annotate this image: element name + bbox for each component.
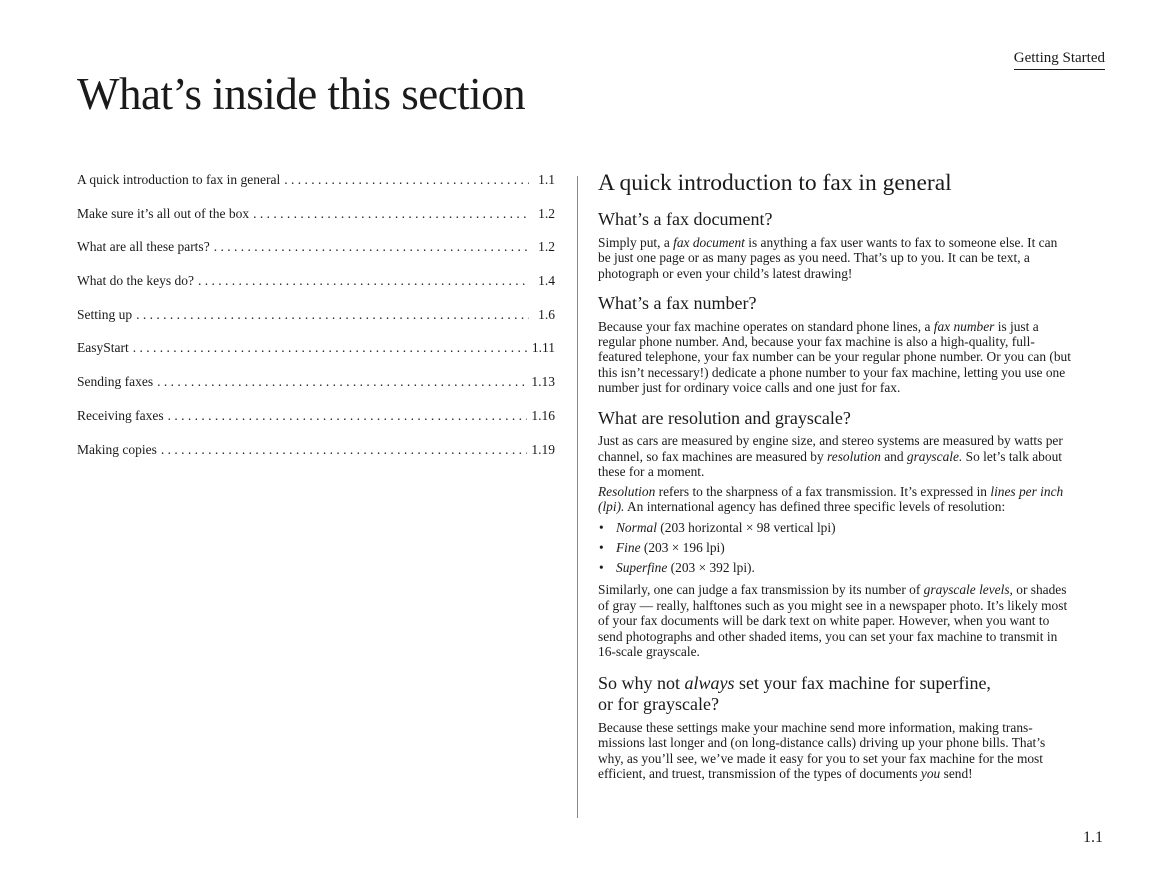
toc-item-label: Making copies [77, 441, 157, 457]
emphasis-text: fax number [933, 318, 995, 334]
text-run: or shades of gray — really, halftones such as you might see in a newspaper photo. It’s likely most of your fax documents will be dark text on white paper. However, when you want to send photographs and other shaded items, you can set your fax machine to transmit in 16-scale grayscale. [598, 582, 1068, 659]
text-run: An international agency has defined three specific levels of resolution: [624, 498, 1006, 514]
text-run: Because your fax machine operates on standard phone lines, a [598, 318, 934, 334]
emphasis-text: grayscale. [906, 448, 963, 464]
section-heading-why-not-always [598, 673, 1072, 714]
text-run: Similarly, one can judge a fax transmission by its number of [598, 582, 924, 598]
toc-item-label: EasyStart [77, 340, 129, 356]
toc-item[interactable] [77, 239, 555, 273]
section-label: Getting Started [1014, 50, 1105, 70]
toc-leader-dots [198, 273, 529, 289]
toc-item-page: 1.16 [531, 407, 555, 423]
emphasis-text: Superfine [616, 560, 668, 576]
toc-item-label: Make sure it’s all out of the box [77, 205, 250, 221]
toc-item-page: 1.19 [531, 441, 555, 457]
toc-item-page: 1.4 [538, 273, 555, 289]
emphasis-text: Fine [616, 540, 641, 556]
paragraph-grayscale [598, 582, 1072, 659]
toc-item-page: 1.2 [538, 205, 555, 221]
toc-item-page: 1.1 [538, 172, 555, 187]
emphasis-text: resolution [827, 448, 881, 464]
toc-leader-dots [133, 340, 528, 356]
list-item [598, 538, 1072, 558]
toc-item[interactable] [77, 172, 555, 206]
text-run: send! [940, 765, 973, 781]
text-run: (203 × 392 lpi). [667, 560, 755, 576]
paragraph-resolution-intro [598, 433, 1072, 479]
toc-item[interactable] [77, 442, 555, 476]
text-run: So why not [598, 673, 685, 694]
toc-item-label: Setting up [77, 306, 133, 322]
toc-leader-dots [136, 307, 529, 323]
emphasis-text: lines per inch (lpi). [598, 483, 1064, 514]
page-number: 1.1 [1083, 829, 1103, 846]
toc-item-page: 1.11 [531, 340, 555, 356]
toc-leader-dots [157, 374, 527, 390]
text-run: set your fax machine for superfine, [734, 673, 991, 694]
bullet-dot-icon: • [599, 560, 604, 576]
toc-leader-dots [284, 172, 529, 188]
text-run: and [880, 448, 907, 464]
emphasis-text: fax document [673, 234, 745, 250]
toc-item[interactable] [77, 273, 555, 307]
text-run: is anything a fax user wants to fax to someone else. It can be just one page or as many pages as you need. That’s up to you. It can be text, a photograph or even your child’s latest drawing! [598, 234, 1058, 281]
text-run: (203 horizontal × 98 vertical lpi) [656, 520, 836, 536]
paragraph-why-not-always [598, 720, 1072, 782]
toc-item-label: A quick introduction to fax in general [77, 172, 281, 187]
toc-item[interactable] [77, 374, 555, 408]
list-item [598, 518, 1072, 538]
text-run: So let’s talk about these for a moment. [598, 448, 1062, 480]
toc-item-label: What do the keys do? [77, 273, 194, 289]
emphasis-text: Resolution [598, 483, 656, 499]
toc-item[interactable] [77, 206, 555, 240]
toc-leader-dots [168, 408, 528, 424]
toc-item-page: 1.6 [538, 306, 555, 322]
toc-item[interactable] [77, 408, 555, 442]
toc-item-label: Sending faxes [77, 374, 154, 390]
emphasis-text: always [684, 673, 735, 694]
bullet-dot-icon: • [599, 520, 604, 536]
toc-item-page: 1.13 [531, 374, 555, 390]
resolution-levels-list [598, 518, 1072, 578]
toc-item-label: Receiving faxes [77, 407, 164, 423]
paragraph-resolution-definition [598, 484, 1072, 515]
main-content [598, 170, 1072, 785]
text-run: Because these settings make your machine send more information, making trans-missions last longer and (on long-distance calls) driving up your phone bills. That’s why, as you’ll see, we’ve made it easy for you to set your fax machine for the most efficient, and truest, transmission of the types of documents [598, 719, 1046, 781]
section-heading-fax-number: What’s a fax number? [598, 292, 757, 313]
emphasis-text: grayscale levels, [923, 582, 1013, 598]
table-of-contents [77, 172, 555, 475]
text-run: or for grayscale? [598, 694, 719, 715]
text-run: is just a regular phone number. And, because your fax machine is also a high-quality, full-featured telephone, your fax number can be your regular phone number. Or you can (but this isn’t necessary!) dedicate a phone number to your fax machine, letting you use one number just for ordinary voice calls and one just for fax. [598, 318, 1071, 396]
text-run: (203 × 196 lpi) [640, 540, 725, 556]
toc-leader-dots [214, 239, 529, 255]
toc-item[interactable] [77, 340, 555, 374]
section-heading-fax-document: What’s a fax document? [598, 209, 773, 229]
text-run: Simply put, a [598, 234, 674, 250]
toc-leader-dots [161, 442, 528, 458]
text-run: Just as cars are measured by engine size, and stereo systems are measured by watts per channel, so fax machines are measured by [598, 433, 1063, 464]
toc-item[interactable] [77, 307, 555, 341]
column-divider [577, 176, 578, 818]
emphasis-text: you [920, 765, 941, 781]
toc-leader-dots [253, 206, 529, 222]
paragraph-fax-number [598, 319, 1072, 396]
toc-item-label: What are all these parts? [77, 239, 210, 255]
content-main-heading: A quick introduction to fax in general [598, 170, 952, 196]
page-title: What’s inside this section [77, 69, 526, 119]
emphasis-text: Normal [616, 520, 657, 536]
text-run: refers to the sharpness of a fax transmission. It’s expressed in [655, 483, 991, 499]
section-heading-resolution-grayscale: What are resolution and grayscale? [598, 407, 851, 428]
bullet-dot-icon: • [599, 540, 604, 556]
list-item [598, 558, 1072, 578]
toc-item-page: 1.2 [538, 239, 555, 255]
paragraph-fax-document [598, 235, 1072, 281]
